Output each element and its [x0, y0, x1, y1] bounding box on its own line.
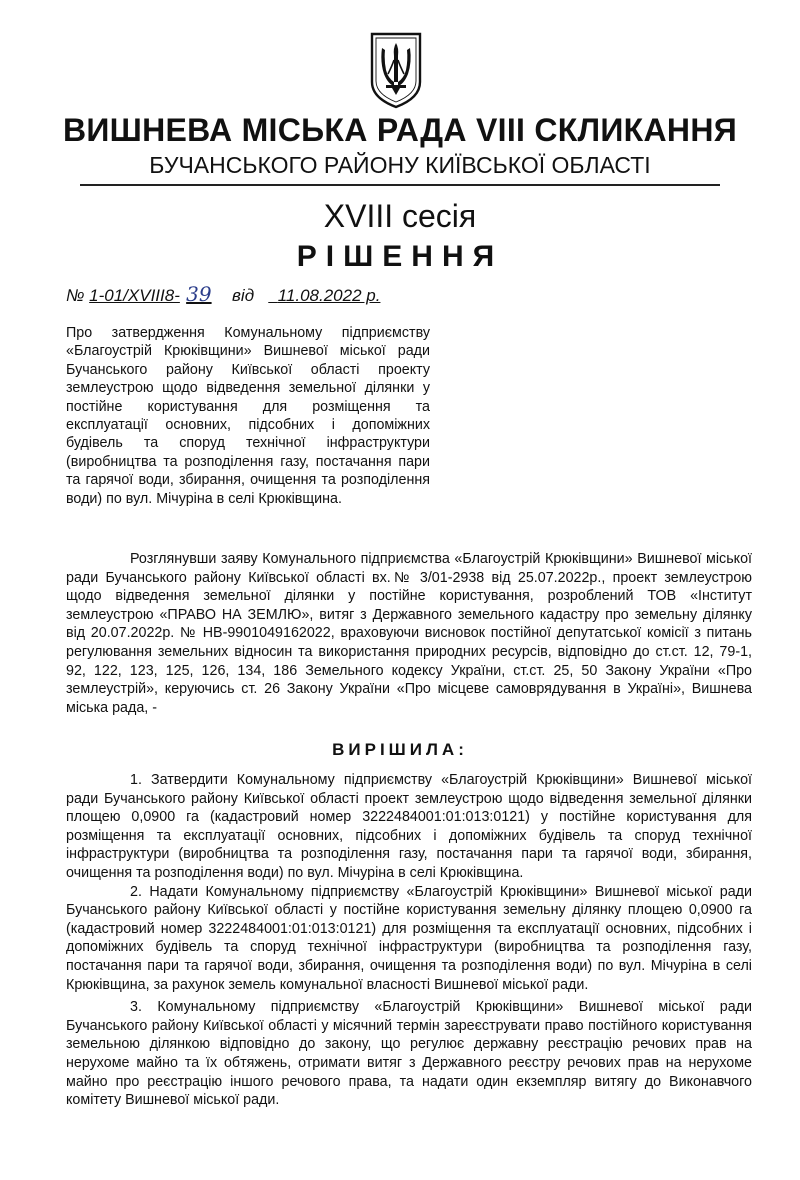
date-label: від: [232, 286, 255, 305]
header-divider: [80, 184, 720, 186]
document-date-value: 11.08.2022 р.: [277, 286, 381, 305]
session-title: XVIII сесія: [323, 198, 477, 234]
resolution-item-3: 3. Комунальному підприємству «Благоустрій Крюківщини» Вишневої міської ради Бучанського району Київської області у місячний термін зареєструвати право постійного користування земельною ділянкою відповідно до закону, що регулює державну реєстрацію речових прав на нерухоме майно та їх обтяжень, отримати витяг з Державного реєстру речових прав на нерухоме майно про реєстрацію іншого речового права, та надати один екземпляр витягу до Виконавчого комітету Вишневої міської ради.: [66, 999, 752, 1109]
preamble-paragraph: Розглянувши заяву Комунального підприємства «Благоустрій Крюківщини» Вишневої міської ради Бучанського району Київської області вх.№ 3/01-2938 від 25.07.2022р., проект землеустрою щодо відведення земельної ділянки у постійне користування, розроблений ТОВ «Інститут землеустрою «ПРАВО НА ЗЕМЛЮ», витяг з Державного земельного кадастру про земельну ділянку від 20.07.2022р. № НВ-9901049162022, враховуючи висновок постійної депутатської комісії з питань регулювання земельних відносин та використання природних ресурсів, відповідно до ст.ст. 12, 79-1, 92, 122, 123, 125, 126, 134, 186 Земельного кодексу України, ст.ст. 25, 50 Закону України «Про землеустрій», керуючись ст. 26 Закону України «Про місцеве самоврядування в Україні», Вишнева міська рада, -: [66, 551, 752, 716]
document-number-prefix: 1-01/XVIII8-: [89, 286, 180, 305]
resolution-item-2: 2. Надати Комунальному підприємству «Благоустрій Крюківщини» Вишневої міської ради Бучанського району Київської області у постійне користування земельну ділянку площею 0,0900 га (кадастровий номер 3222484001:01:013:0121) для розміщення та експлуатації основних, підсобних і допоміжних будівель та споруд технічної інфраструктури (виробництва та розподілення газу, постачання пари та гарячої води, збирання, очищення та розподілення води) по вул. Мічуріна в селі Крюківщина, за рахунок земель комунальної власності Вишневої міської ради.: [66, 883, 752, 993]
decision-subject: Про затвердження Комунальному підприємству «Благоустрій Крюківщини» Вишневої міської ради Бучанського району Київської області проекту землеустрою щодо відведення земельної ділянки у постійне користування для розміщення та експлуатації основних, підсобних і допоміжних будівель та споруд технічної інфраструктури (виробництва та розподілення газу, постачання пари та гарячої води, збирання, очищення та розподілення води) по вул. Мічуріна в селі Крюківщина.: [66, 325, 430, 507]
number-sign: №: [66, 286, 85, 305]
document-number-handwritten: 39: [186, 282, 212, 306]
resolution-item-1: 1. Затвердити Комунальному підприємству «Благоустрій Крюківщини» Вишневої міської ради Бучанського району Київської області проект землеустрою щодо відведення земельної ділянки площею 0,0900 га (кадастровий номер 3222484001:01:013:0121) у постійне користування для розміщення та експлуатації основних, підсобних і допоміжних будівель та споруд технічної інфраструктури (виробництва та розподілення газу, постачання пари та гарячої води, збирання, очищення та розподілення води) по вул. Мічуріна в селі Крюківщина.: [66, 772, 752, 881]
council-name: ВИШНЕВА МІСЬКА РАДА VIII СКЛИКАННЯ: [62, 112, 738, 148]
district-name: БУЧАНСЬКОГО РАЙОНУ КИЇВСЬКОЇ ОБЛАСТІ: [149, 152, 651, 178]
preamble-block: [66, 550, 752, 717]
trident-coat-of-arms-icon: [368, 30, 424, 110]
document-number: [89, 282, 218, 306]
resolution-items: [66, 771, 752, 1110]
resolved-heading: ВИРІШИЛА:: [332, 740, 468, 759]
document-type-title: РІШЕННЯ: [296, 240, 504, 273]
document-number-line: [66, 282, 766, 306]
document-date: [268, 286, 380, 305]
